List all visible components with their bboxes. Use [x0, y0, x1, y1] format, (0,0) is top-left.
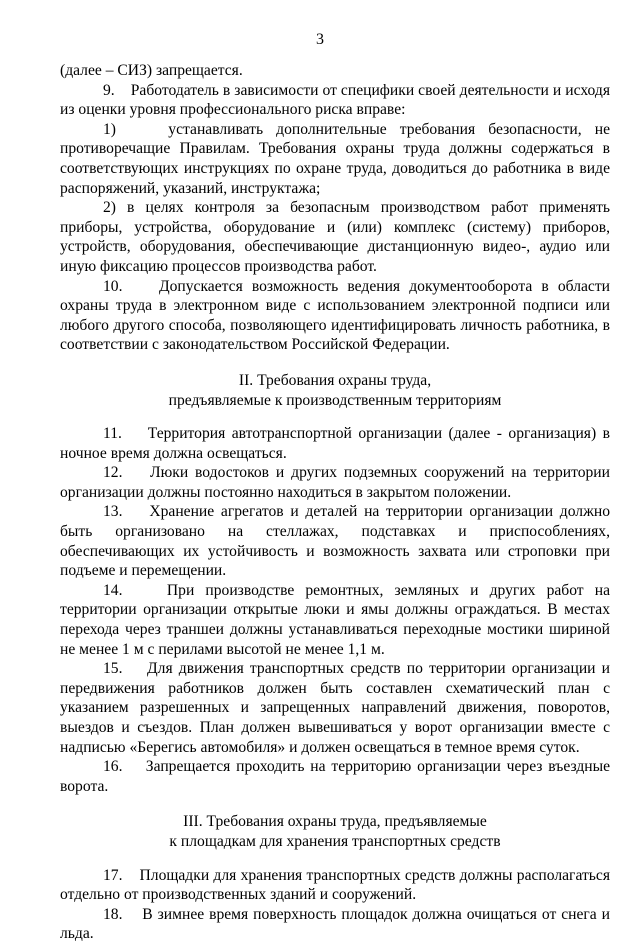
paragraph-continuation: (далее – СИЗ) запрещается.	[60, 62, 243, 79]
paragraph-item-11: 11. Территория автотранспортной организации (далее - организация) в ночное время должна освещаться.	[60, 425, 610, 462]
paragraph-item-13: 13. Хранение агрегатов и деталей на территории организации должно быть организовано на стеллажах, подставках и приспособлениях, обеспечивающих их устойчивость и возможность захвата или строповки при подъеме и перемещении.	[60, 503, 610, 580]
paragraph-item-14: 14. При производстве ремонтных, земляных и других работ на территории организации открытые люки и ямы должны ограждаться. В местах перехода через траншеи должны устанавливаться переходные мостики шириной не менее 1 м с перилами высотой не менее 1,1 м.	[60, 581, 610, 658]
paragraph-item-17: 17. Площадки для хранения транспортных средств должны располагаться отдельно от производственных зданий и сооружений.	[60, 866, 610, 904]
section-heading-2-line-1: II. Требования охраны труда,	[238, 371, 432, 389]
section-heading-3-line-2: к площадкам для хранения транспортных средств	[169, 832, 501, 850]
paragraph-subitem-2: 2) в целях контроля за безопасным производством работ применять приборы, устройства, оборудование и (или) комплекс (систему) приборов, устройств, оборудования, обеспечивающие дистанционную видео-, аудио или иную фиксацию процессов производства работ.	[60, 199, 610, 275]
section-heading-3	[60, 812, 610, 851]
page-number: 3	[316, 31, 324, 48]
paragraph-item-18: 18. В зимнее время поверхность площадок должна очищаться от снега и льда.	[60, 905, 610, 943]
paragraph-item-10: 10. Допускается возможность ведения документооборота в области охраны труда в электронном виде с использованием электронной подписи или любого другого способа, позволяющего идентифицировать личность работника, в соответствии с законодательством Российской Федерации.	[60, 277, 610, 354]
section-heading-2	[60, 371, 610, 410]
paragraph-item-15: 15. Для движения транспортных средств по территории организации и передвижения работников должен быть составлен схематический план с указанием разрешенных и запрещенных направлений движения, поворотов, выездов и съездов. План должен вывешиваться у ворот организации вместе с надписью «Берегись автомобиля» и должен освещаться в темное время суток.	[60, 660, 610, 756]
section-heading-3-line-1: III. Требования охраны труда, предъявляемые	[183, 813, 487, 831]
section-heading-2-line-2: предъявляемые к производственным территориям	[168, 391, 502, 409]
paragraph-item-16: 16. Запрещается проходить на территорию организации через въездные ворота.	[60, 758, 610, 795]
paragraph-item-12: 12. Люки водостоков и других подземных сооружений на территории организации должны постоянно находиться в закрытом положении.	[60, 464, 610, 501]
paragraph-subitem-1: 1) устанавливать дополнительные требования безопасности, не противоречащие Правилам. Требования охраны труда должны содержаться в соответствующих инструкциях по охране труда, доводиться до работника в виде распоряжений, указаний, инструктажа;	[60, 120, 610, 197]
paragraph-item-9: 9. Работодатель в зависимости от специфики своей деятельности и исходя из оценки уровня профессионального риска вправе:	[60, 81, 610, 119]
document-body	[60, 61, 610, 944]
